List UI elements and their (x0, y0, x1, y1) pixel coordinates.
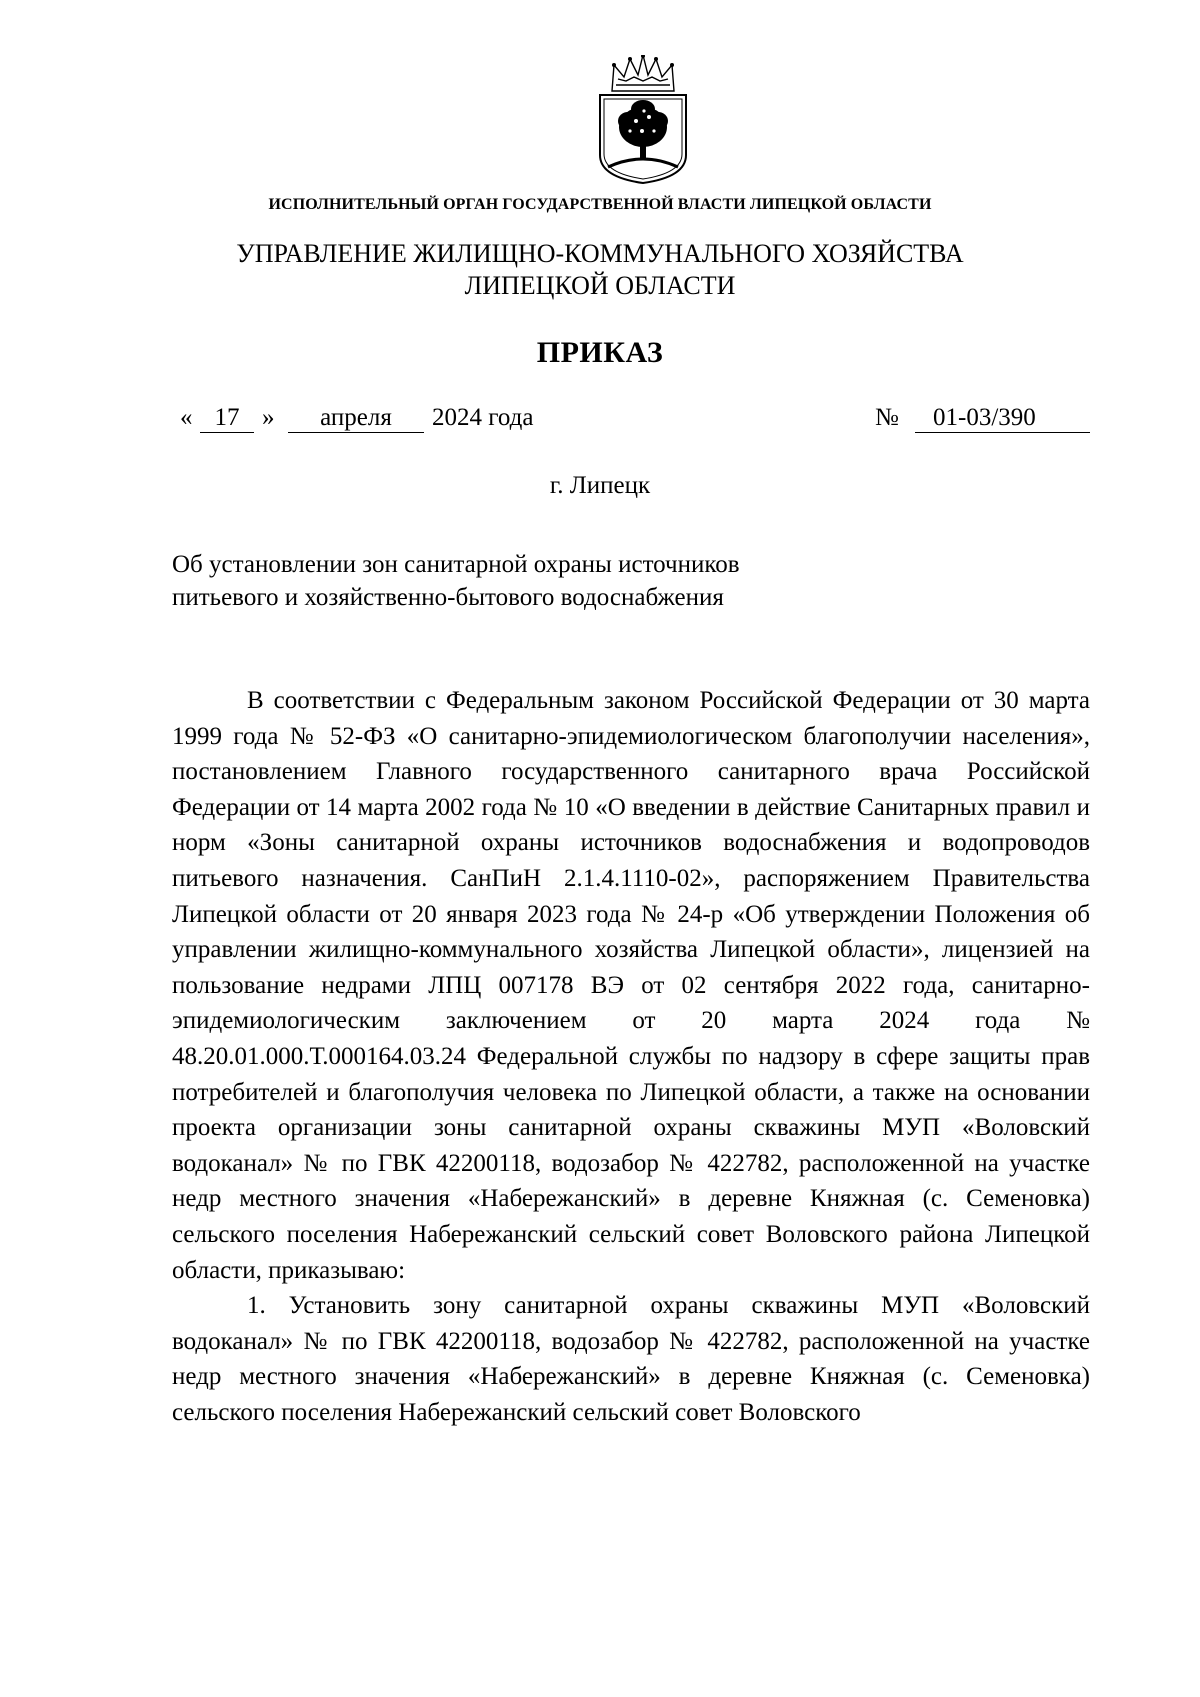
document-number: 01-03/390 (915, 404, 1090, 433)
date-close-quote: » (262, 404, 275, 431)
body-paragraph-2: 1. Установить зону санитарной охраны скважины МУП «Воловский водоканал» № по ГВК 42200118, водозабор № 422782, расположенной на участке недр местного значения «Набережанский» в деревне Княжная (с. Семеновка) сельского поселения Набережанский сельский совет Воловского (172, 1292, 1090, 1426)
city-name: г. Липецк (549, 472, 651, 499)
department-line-2: ЛИПЕЦКОЙ ОБЛАСТИ (464, 271, 736, 300)
number-sign: № (875, 404, 899, 431)
date-year: 2024 года (432, 404, 534, 431)
lipetsk-coat-of-arms-icon (592, 55, 694, 185)
date-month: апреля (288, 404, 424, 433)
document-subject: Об установлении зон санитарной охраны источников питьевого и хозяйственно-бытового водоснабжения (172, 551, 740, 611)
authority-line: ИСПОЛНИТЕЛЬНЫЙ ОРГАН ГОСУДАРСТВЕННОЙ ВЛАСТИ ЛИПЕЦКОЙ ОБЛАСТИ (268, 196, 932, 213)
department-line-1: УПРАВЛЕНИЕ ЖИЛИЩНО-КОММУНАЛЬНОГО ХОЗЯЙСТВА (236, 239, 964, 268)
date-open-quote: « (180, 404, 193, 431)
department-name (0, 238, 1200, 302)
document-type: ПРИКАЗ (536, 336, 664, 369)
date-number-row (0, 404, 1200, 444)
document-body (172, 683, 1090, 1430)
body-paragraph-1: В соответствии с Федеральным законом Российской Федерации от 30 марта 1999 года № 52-ФЗ «О санитарно-эпидемиологическом благополучии населения», постановлением Главного государственного санитарного врача Российской Федерации от 14 марта 2002 года № 10 «О введении в действие Санитарных правил и норм «Зоны санитарной охраны источников водоснабжения и водопроводов питьевого назначения. СанПиН 2.1.4.1110-02», распоряжением Правительства Липецкой области от 20 января 2023 года № 24-р «Об утверждении Положения об управлении жилищно-коммунального хозяйства Липецкой области», лицензией на пользование недрами ЛПЦ 007178 ВЭ от 02 сентября 2022 года, санитарно-эпидемиологическим заключением от 20 марта 2024 года № 48.20.01.000.Т.000164.03.24 Федеральной службы по надзору в сфере защиты прав потребителей и благополучия человека по Липецкой области, а также на основании проекта организации зоны санитарной охраны скважины МУП «Воловский водоканал» № по ГВК 42200118, водозабор № 422782, расположенной на участке недр местного значения «Набережанский» в деревне Княжная (с. Семеновка) сельского поселения Набережанский сельский совет Воловского района Липецкой области, приказываю: (172, 687, 1090, 1284)
date-day: 17 (200, 404, 254, 433)
